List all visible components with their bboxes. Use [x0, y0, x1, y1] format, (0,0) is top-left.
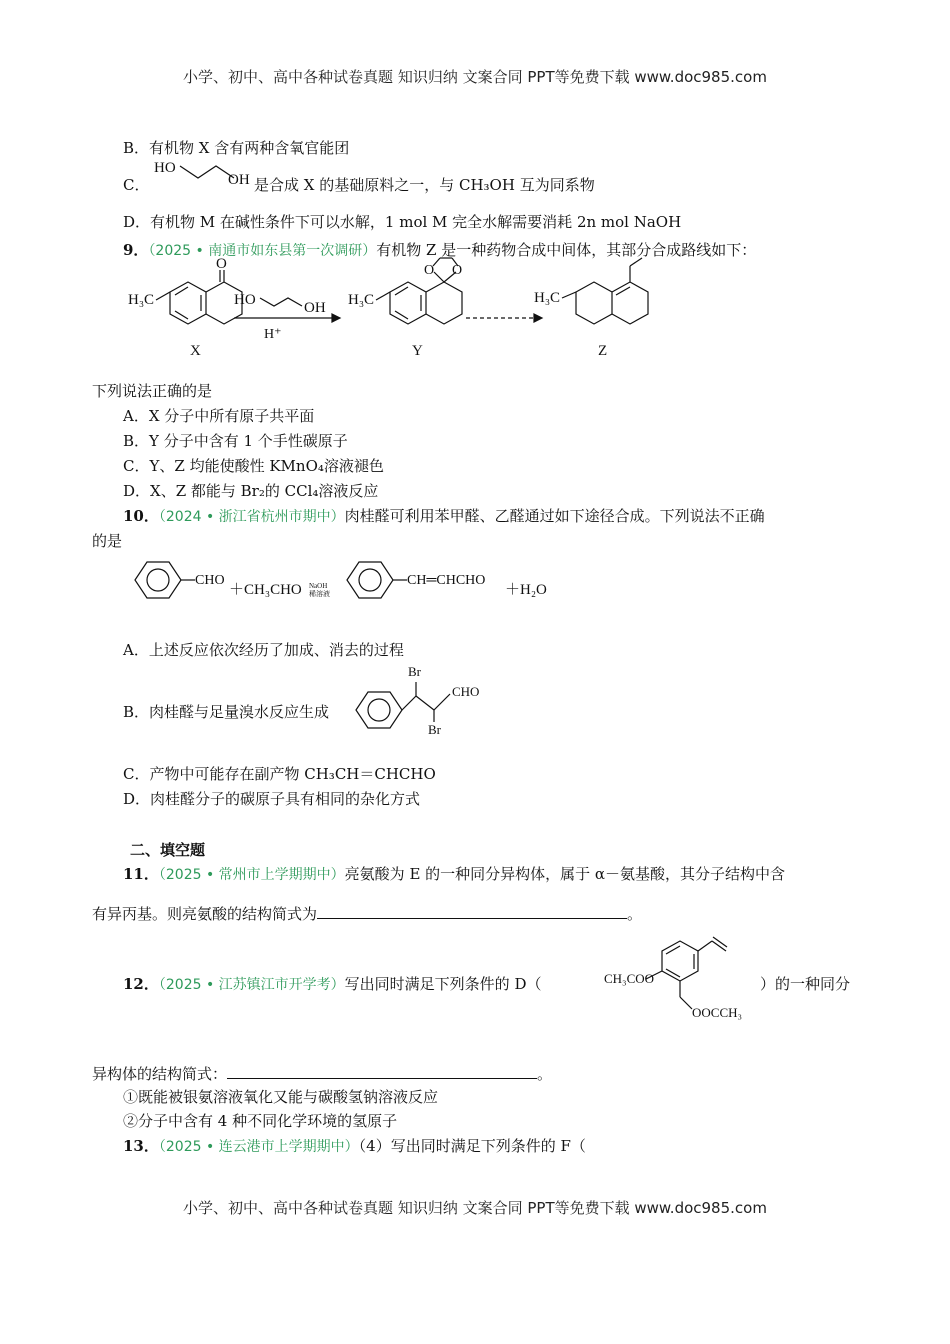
svg-text:CH₃COO: CH₃COO: [604, 971, 655, 986]
q12-number: 12．: [123, 975, 159, 993]
q13-number: 13．: [123, 1137, 159, 1155]
svg-text:CH═CHCHO: CH═CHCHO: [407, 573, 486, 588]
svg-text:OOCCH₃: OOCCH₃: [692, 1005, 743, 1020]
q8-option-c-label: C．: [123, 176, 150, 194]
q11-end: 。: [627, 905, 643, 923]
q8-option-d: D．有机物 M 在碱性条件下可以水解，1 mol M 完全水解需要消耗 2n mol NaOH: [123, 213, 682, 231]
q10-option-a: A．上述反应依次经历了加成、消去的过程: [123, 641, 404, 659]
dibromo-product-structure: [350, 662, 500, 748]
q12-text-before: 写出同时满足下列条件的 D（: [344, 975, 542, 993]
q10-source: （2024 • 浙江省杭州市期中）: [158, 509, 345, 525]
q12-answer-blank[interactable]: [227, 1062, 537, 1079]
q9-reaction-scheme: [120, 256, 660, 362]
q12-source: （2025 • 江苏镇江市开学考）: [158, 977, 345, 993]
q11-line2: [92, 902, 642, 924]
svg-text:O: O: [216, 256, 227, 272]
condition-bottom: 稀溶液: [309, 590, 330, 598]
q10-equation: [125, 556, 565, 606]
label-z: Z: [598, 343, 608, 359]
label-y: Y: [412, 343, 423, 359]
plus-acetaldehyde: ＋CH₃CHO: [229, 582, 302, 598]
q12-condition-1: ①既能被银氨溶液氧化又能与碳酸氢钠溶液反应: [123, 1088, 439, 1106]
q10-option-d: D．肉桂醛分子的碳原子具有相同的杂化方式: [123, 790, 421, 808]
molecule-x: [128, 256, 242, 359]
svg-text:O: O: [424, 263, 435, 278]
q10-number: 10．: [123, 507, 159, 525]
q11-answer-blank[interactable]: [317, 902, 627, 919]
svg-text:H⁺: H⁺: [264, 327, 282, 342]
label-x: X: [190, 343, 201, 359]
cinnamaldehyde: [347, 562, 485, 598]
q12-line1: [123, 974, 541, 995]
q9-option-a: A．X 分子中所有原子共平面: [123, 407, 315, 425]
q12-end: 。: [537, 1065, 553, 1083]
q9-source: （2025 • 南通市如东县第一次调研）: [148, 243, 377, 259]
q11-text-2: 有异丙基。则亮氨酸的结构简式为: [92, 905, 318, 923]
svg-text:Br: Br: [428, 722, 441, 737]
reaction-arrow-dashed: [466, 314, 542, 322]
plus-water: ＋H₂O: [505, 582, 547, 598]
q10-option-b: B．肉桂醛与足量溴水反应生成: [123, 703, 330, 721]
page-footer: 小学、初中、高中各种试卷真题 知识归纳 文案合同 PPT等免费下载 www.doc985.com: [183, 1199, 767, 1217]
q8-option-c-text: 是合成 X 的基础原料之一，与 CH₃OH 互为同系物: [254, 176, 595, 194]
compound-d-structure: [600, 935, 760, 1035]
benzaldehyde: [135, 562, 225, 598]
q11-text: 亮氨酸为 E 的一种同分异构体，属于 α－氨基酸，其分子结构中含: [344, 865, 786, 883]
ethylene-glycol-ho: HO: [154, 160, 176, 176]
ethylene-glycol-structure: [150, 152, 260, 192]
q10-stem-line1: [123, 506, 765, 527]
svg-text:OH: OH: [304, 300, 326, 316]
svg-text:Br: Br: [408, 664, 421, 679]
q11-source: （2025 • 常州市上学期期中）: [158, 867, 345, 883]
q12-text-2: 异构体的结构简式：: [92, 1065, 228, 1083]
q12-line2: [92, 1062, 552, 1084]
q8-option-b: B．有机物 X 含有两种含氧官能团: [123, 139, 350, 157]
q9-number: 9．: [123, 241, 149, 259]
svg-text:H₃C: H₃C: [348, 292, 375, 308]
molecule-y: [348, 258, 462, 359]
condition-top: NaOH: [309, 582, 328, 590]
page-header: 小学、初中、高中各种试卷真题 知识归纳 文案合同 PPT等免费下载 www.doc985.com: [183, 68, 767, 86]
svg-text:CHO: CHO: [452, 684, 480, 699]
svg-text:O: O: [452, 263, 463, 278]
svg-text:H₃C: H₃C: [534, 290, 561, 306]
q13-text: （4）写出同时满足下列条件的 F（: [358, 1137, 586, 1155]
q10-option-c: C．产物中可能存在副产物 CH₃CH＝CHCHO: [123, 765, 436, 783]
svg-text:H₃C: H₃C: [128, 292, 155, 308]
q11-line1: [123, 864, 785, 885]
q12-text-after: ）的一种同分: [760, 975, 851, 993]
svg-text:CHO: CHO: [195, 573, 225, 588]
ethylene-glycol-oh: OH: [228, 172, 250, 188]
section-fill-in-title: 二、填空题: [130, 841, 206, 859]
q10-stem-line2: 的是: [92, 532, 123, 550]
q11-number: 11．: [123, 865, 159, 883]
q12-condition-2: ②分子中含有 4 种不同化学环境的氢原子: [123, 1112, 398, 1130]
molecule-z: [534, 258, 648, 359]
q9-option-c: C．Y、Z 均能使酸性 KMnO₄溶液褪色: [123, 457, 384, 475]
reaction-arrow-1: [234, 292, 340, 342]
q9-prompt: 下列说法正确的是: [92, 382, 213, 400]
q9-option-d: D．X、Z 都能与 Br₂的 CCl₄溶液反应: [123, 482, 379, 500]
q9-stem-text: 有机物 Z 是一种药物合成中间体，其部分合成路线如下：: [376, 241, 757, 259]
ethylene-glycol-chain: [180, 166, 234, 178]
q10-stem-text: 肉桂醛可利用苯甲醛、乙醛通过如下途径合成。下列说法不正确: [344, 507, 765, 525]
q13-line1: [123, 1136, 586, 1157]
svg-text:HO: HO: [234, 292, 256, 308]
q9-option-b: B．Y 分子中含有 1 个手性碳原子: [123, 432, 348, 450]
q13-source: （2025 • 连云港市上学期期中）: [158, 1139, 359, 1155]
